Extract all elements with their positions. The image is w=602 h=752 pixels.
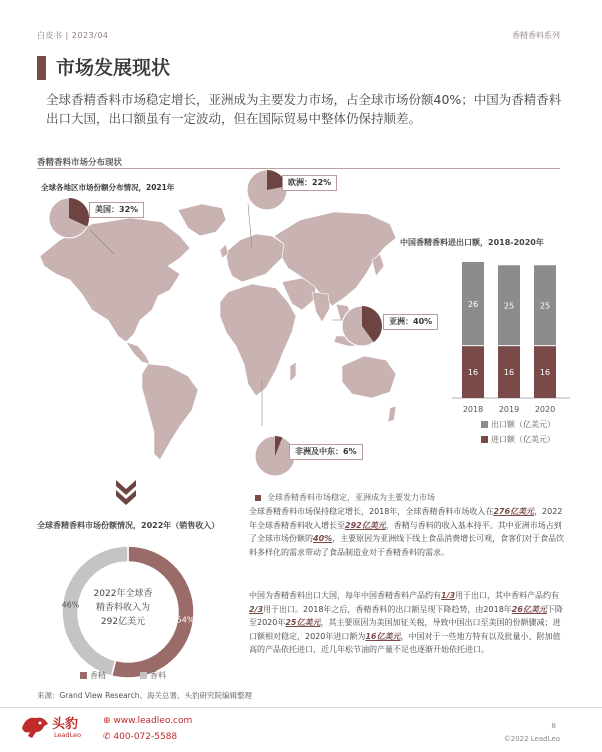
donut-center-text [60, 587, 186, 629]
map-south-america [142, 364, 198, 460]
page-title: 市场发展现状 [56, 57, 171, 79]
header-doc-label: 白皮书 | 2023/04 [37, 31, 109, 40]
donut-value-label: 46% [61, 600, 80, 610]
bar-x-tick-label: 2018 [462, 405, 484, 414]
donut-legend-flavor-swatch [80, 672, 87, 679]
para2-highlight: 2/3 [249, 604, 264, 614]
legend-export [481, 419, 555, 430]
legend-export-label: 出口额（亿美元） [491, 420, 555, 429]
legend-import [481, 434, 555, 445]
import-value-label: 16 [467, 368, 479, 378]
pie-asia [340, 304, 384, 348]
legend-import-swatch [481, 436, 488, 443]
footer-logo-text: 头豹 [52, 717, 79, 732]
para1-highlight: 40% [313, 534, 333, 544]
leopard-logo-icon [20, 712, 50, 740]
title-accent-bar [37, 56, 46, 80]
body-paragraph-1 [249, 505, 567, 559]
para1-text: 全球香精香料市场保持稳定增长，2018年，全球香精香料市场收入在 [249, 507, 494, 516]
para1-text: ，主要原因为亚洲线下线上食品消费增长可观，食客们对于食品饮料多样化的需求带动了食品制造业对于香精香料的需求。 [249, 534, 565, 557]
export-value-label: 26 [467, 300, 479, 310]
para2-text: 下降至2020年 [249, 604, 563, 628]
donut-center-line-1: 2022年全球香 [93, 589, 153, 599]
legend-export-swatch [481, 421, 488, 428]
bar-chart-title: 中国香精香料进出口额，2018-2020年 [400, 238, 544, 247]
para2-highlight: 26亿美元 [511, 604, 547, 614]
donut-legend-flavor [80, 670, 106, 681]
map-greenland [178, 204, 226, 236]
export-value-label: 25 [503, 301, 515, 311]
region-label-africa-middle-east: 非洲及中东：6% [289, 444, 363, 460]
import-value-label: 16 [539, 368, 551, 378]
map-europe [226, 234, 284, 282]
donut-legend-fragrance-swatch [140, 672, 147, 679]
donut-center-line-3: 292亿美元 [100, 617, 146, 627]
map-central-america [126, 342, 150, 364]
body-bullet-text: 全球香精香料市场稳定，亚洲成为主要发力市场 [267, 493, 435, 502]
intro-paragraph: 全球香精香料市场稳定增长，亚洲成为主要发力市场，占全球市场份额40%；中国为香精香料出口大国，出口额虽有一定波动，但在国际贸易中整体仍保持顺差。 [46, 92, 562, 126]
bullet-icon [255, 495, 261, 501]
para1-highlight: 276亿美元 [493, 507, 535, 516]
para2-highlight: 1/3 [441, 591, 456, 600]
para2-text: 用于出口，其中香料产品约有 [455, 591, 560, 600]
section-title: 香精香料市场分布现状 [37, 158, 123, 168]
bar-x-tick-label: 2019 [498, 405, 520, 414]
copyright: ©2022 LeadLeo [503, 735, 560, 743]
para1-text: ，香精与香料的收入基本持平。其中亚洲市场占到了全球市场份额的 [249, 520, 562, 544]
donut-value-label: 54% [176, 615, 195, 625]
map-subtitle: 全球各地区市场份额分布情况，2021年 [41, 183, 175, 192]
source-note: 来源：Grand View Research、海关总署、头豹研究院编辑整理 [37, 691, 252, 700]
page-number: 8 [551, 722, 556, 730]
map-new-zealand [388, 406, 396, 422]
donut-center-line-2: 精香料收入为 [95, 603, 150, 613]
legend-import-label: 进口额（亿美元） [491, 435, 555, 444]
footer-divider [0, 707, 602, 708]
para2-highlight: 16亿美元 [365, 631, 401, 641]
footer-website-text: www.leadleo.com [113, 716, 193, 726]
para2-highlight: 25亿美元 [285, 618, 321, 628]
footer-phone[interactable] [103, 732, 177, 742]
donut-legend-fragrance [140, 670, 166, 681]
region-label-asia: 亚洲：40% [383, 314, 438, 330]
para2-text: 中国为香精香料出口大国，每年中国香精香料产品约有 [249, 591, 441, 600]
chevron-down-icon [114, 478, 138, 508]
header-series-label: 香精香料系列 [512, 31, 560, 40]
import-value-label: 16 [503, 368, 515, 378]
region-label-europe: 欧洲：22% [282, 175, 337, 191]
footer-phone-text: 400-072-5588 [113, 732, 178, 742]
map-madagascar [290, 362, 296, 382]
body-paragraph-2 [249, 589, 567, 657]
region-label-usa: 美国：32% [89, 202, 144, 218]
export-value-label: 25 [539, 301, 551, 311]
bar-x-tick-label: 2020 [534, 405, 556, 414]
donut-legend-flavor-label: 香精 [90, 671, 106, 680]
map-australia [342, 356, 396, 398]
map-india [312, 292, 330, 322]
footer-website[interactable] [103, 716, 192, 726]
para1-text: ，2022年全球香精香料收入增长至 [249, 507, 563, 530]
donut-legend-fragrance-label: 香料 [150, 671, 166, 680]
footer-logo-sub: LeadLeo [54, 731, 82, 739]
map-africa [220, 284, 296, 396]
section-divider [37, 168, 560, 169]
donut-chart-title: 全球香精香料市场份额情况，2022年（销售收入） [37, 521, 220, 530]
import-export-bar-chart [452, 252, 572, 422]
globe-icon: ⊕ [103, 716, 114, 726]
pie-usa [47, 196, 91, 240]
phone-icon: ✆ [103, 732, 114, 742]
body-bullet [255, 492, 435, 503]
para2-text: ，其主要原因为美国加征关税，导致中国出口至美国的份额骤减；进口额相对稳定，2020年进口额为 [249, 618, 561, 641]
para1-highlight: 292亿美元 [345, 520, 386, 530]
para2-text: ，中国对于一些地方特有以及批量小、附加值高的产品依托进口，近几年松节油的产量不足也逐渐开始依托进口。 [249, 631, 561, 655]
para2-text: 用于出口。2018年之后，香精香料的出口额呈现下降趋势，由2018年 [263, 604, 512, 614]
